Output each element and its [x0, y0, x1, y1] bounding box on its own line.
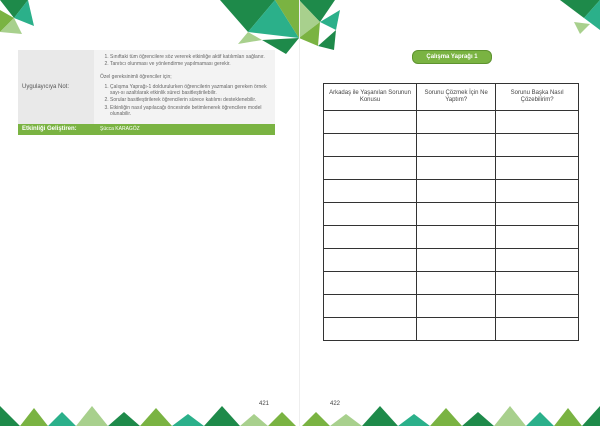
worksheet-body: [324, 111, 579, 341]
table-row: [324, 157, 579, 180]
answer-cell[interactable]: [417, 249, 496, 272]
worksheet-badge: Çalışma Yaprağı 1: [412, 50, 492, 64]
answer-cell[interactable]: [324, 295, 417, 318]
answer-cell[interactable]: [324, 111, 417, 134]
developer-label: Etkinliği Geliştiren:: [18, 124, 94, 134]
answer-cell[interactable]: [496, 180, 579, 203]
note-item: 1. Sınıftaki tüm öğrencilere söz vererek etkinliğe aktif katılımları sağlanır.: [110, 54, 269, 60]
note-table: [18, 50, 275, 135]
column-header: Arkadaş ile Yaşanılan Sorunun Konusu: [324, 84, 417, 111]
answer-cell[interactable]: [324, 203, 417, 226]
answer-cell[interactable]: [417, 111, 496, 134]
answer-cell[interactable]: [417, 180, 496, 203]
column-header: Sorunu Çözmek İçin Ne Yaptım?: [417, 84, 496, 111]
table-row: [324, 180, 579, 203]
answer-cell[interactable]: [496, 134, 579, 157]
column-header: Sorunu Başka Nasıl Çözebilirim?: [496, 84, 579, 111]
table-row: [324, 295, 579, 318]
answer-cell[interactable]: [417, 295, 496, 318]
answer-cell[interactable]: [324, 157, 417, 180]
special-needs-intro: Özel gereksinimli öğrenciler için;: [100, 73, 172, 80]
worksheet-table: [323, 83, 579, 341]
table-row: [324, 111, 579, 134]
answer-cell[interactable]: [496, 318, 579, 341]
page-divider: [299, 0, 300, 426]
answer-cell[interactable]: [496, 203, 579, 226]
special-needs-item: 1. Çalışma Yaprağı-1 doldurulurken öğrencilerin yazmaları gereken örnek sayı-sı azaltılarak etkinlik süreci basitleştirilebilir.: [110, 84, 269, 97]
answer-cell[interactable]: [324, 272, 417, 295]
bottom-decoration: [0, 392, 600, 426]
answer-cell[interactable]: [324, 180, 417, 203]
answer-cell[interactable]: [496, 157, 579, 180]
answer-cell[interactable]: [417, 272, 496, 295]
table-row: [324, 318, 579, 341]
answer-cell[interactable]: [324, 226, 417, 249]
answer-cell[interactable]: [496, 295, 579, 318]
answer-cell[interactable]: [496, 111, 579, 134]
note-label: Uygulayıcıya Not:: [18, 50, 94, 124]
answer-cell[interactable]: [417, 203, 496, 226]
developer-name: Şücca KARAGÖZ: [94, 124, 275, 134]
answer-cell[interactable]: [324, 318, 417, 341]
answer-cell[interactable]: [324, 249, 417, 272]
table-row: [324, 226, 579, 249]
answer-cell[interactable]: [417, 134, 496, 157]
special-needs-item: 3. Etkinliğin nasıl yapılacağı öncesinde betimlenerek öğrencilere model olunabilir.: [110, 105, 269, 118]
answer-cell[interactable]: [496, 249, 579, 272]
note-body: [94, 50, 275, 124]
answer-cell[interactable]: [417, 318, 496, 341]
table-row: [324, 203, 579, 226]
page-number-right: 422: [330, 401, 341, 407]
table-row: [324, 134, 579, 157]
answer-cell[interactable]: [496, 272, 579, 295]
answer-cell[interactable]: [324, 134, 417, 157]
note-item: 2. Tanıtıcı olunması ve yönlendirme yapılmaması gerekir.: [110, 61, 269, 67]
table-row: [324, 272, 579, 295]
answer-cell[interactable]: [417, 226, 496, 249]
answer-cell[interactable]: [417, 157, 496, 180]
answer-cell[interactable]: [496, 226, 579, 249]
page-number-left: 421: [259, 401, 270, 407]
table-row: [324, 249, 579, 272]
special-needs-item: 2. Sorular basitleştirilerek öğrencilerin sürece katılımı desteklenebilir.: [110, 97, 269, 103]
